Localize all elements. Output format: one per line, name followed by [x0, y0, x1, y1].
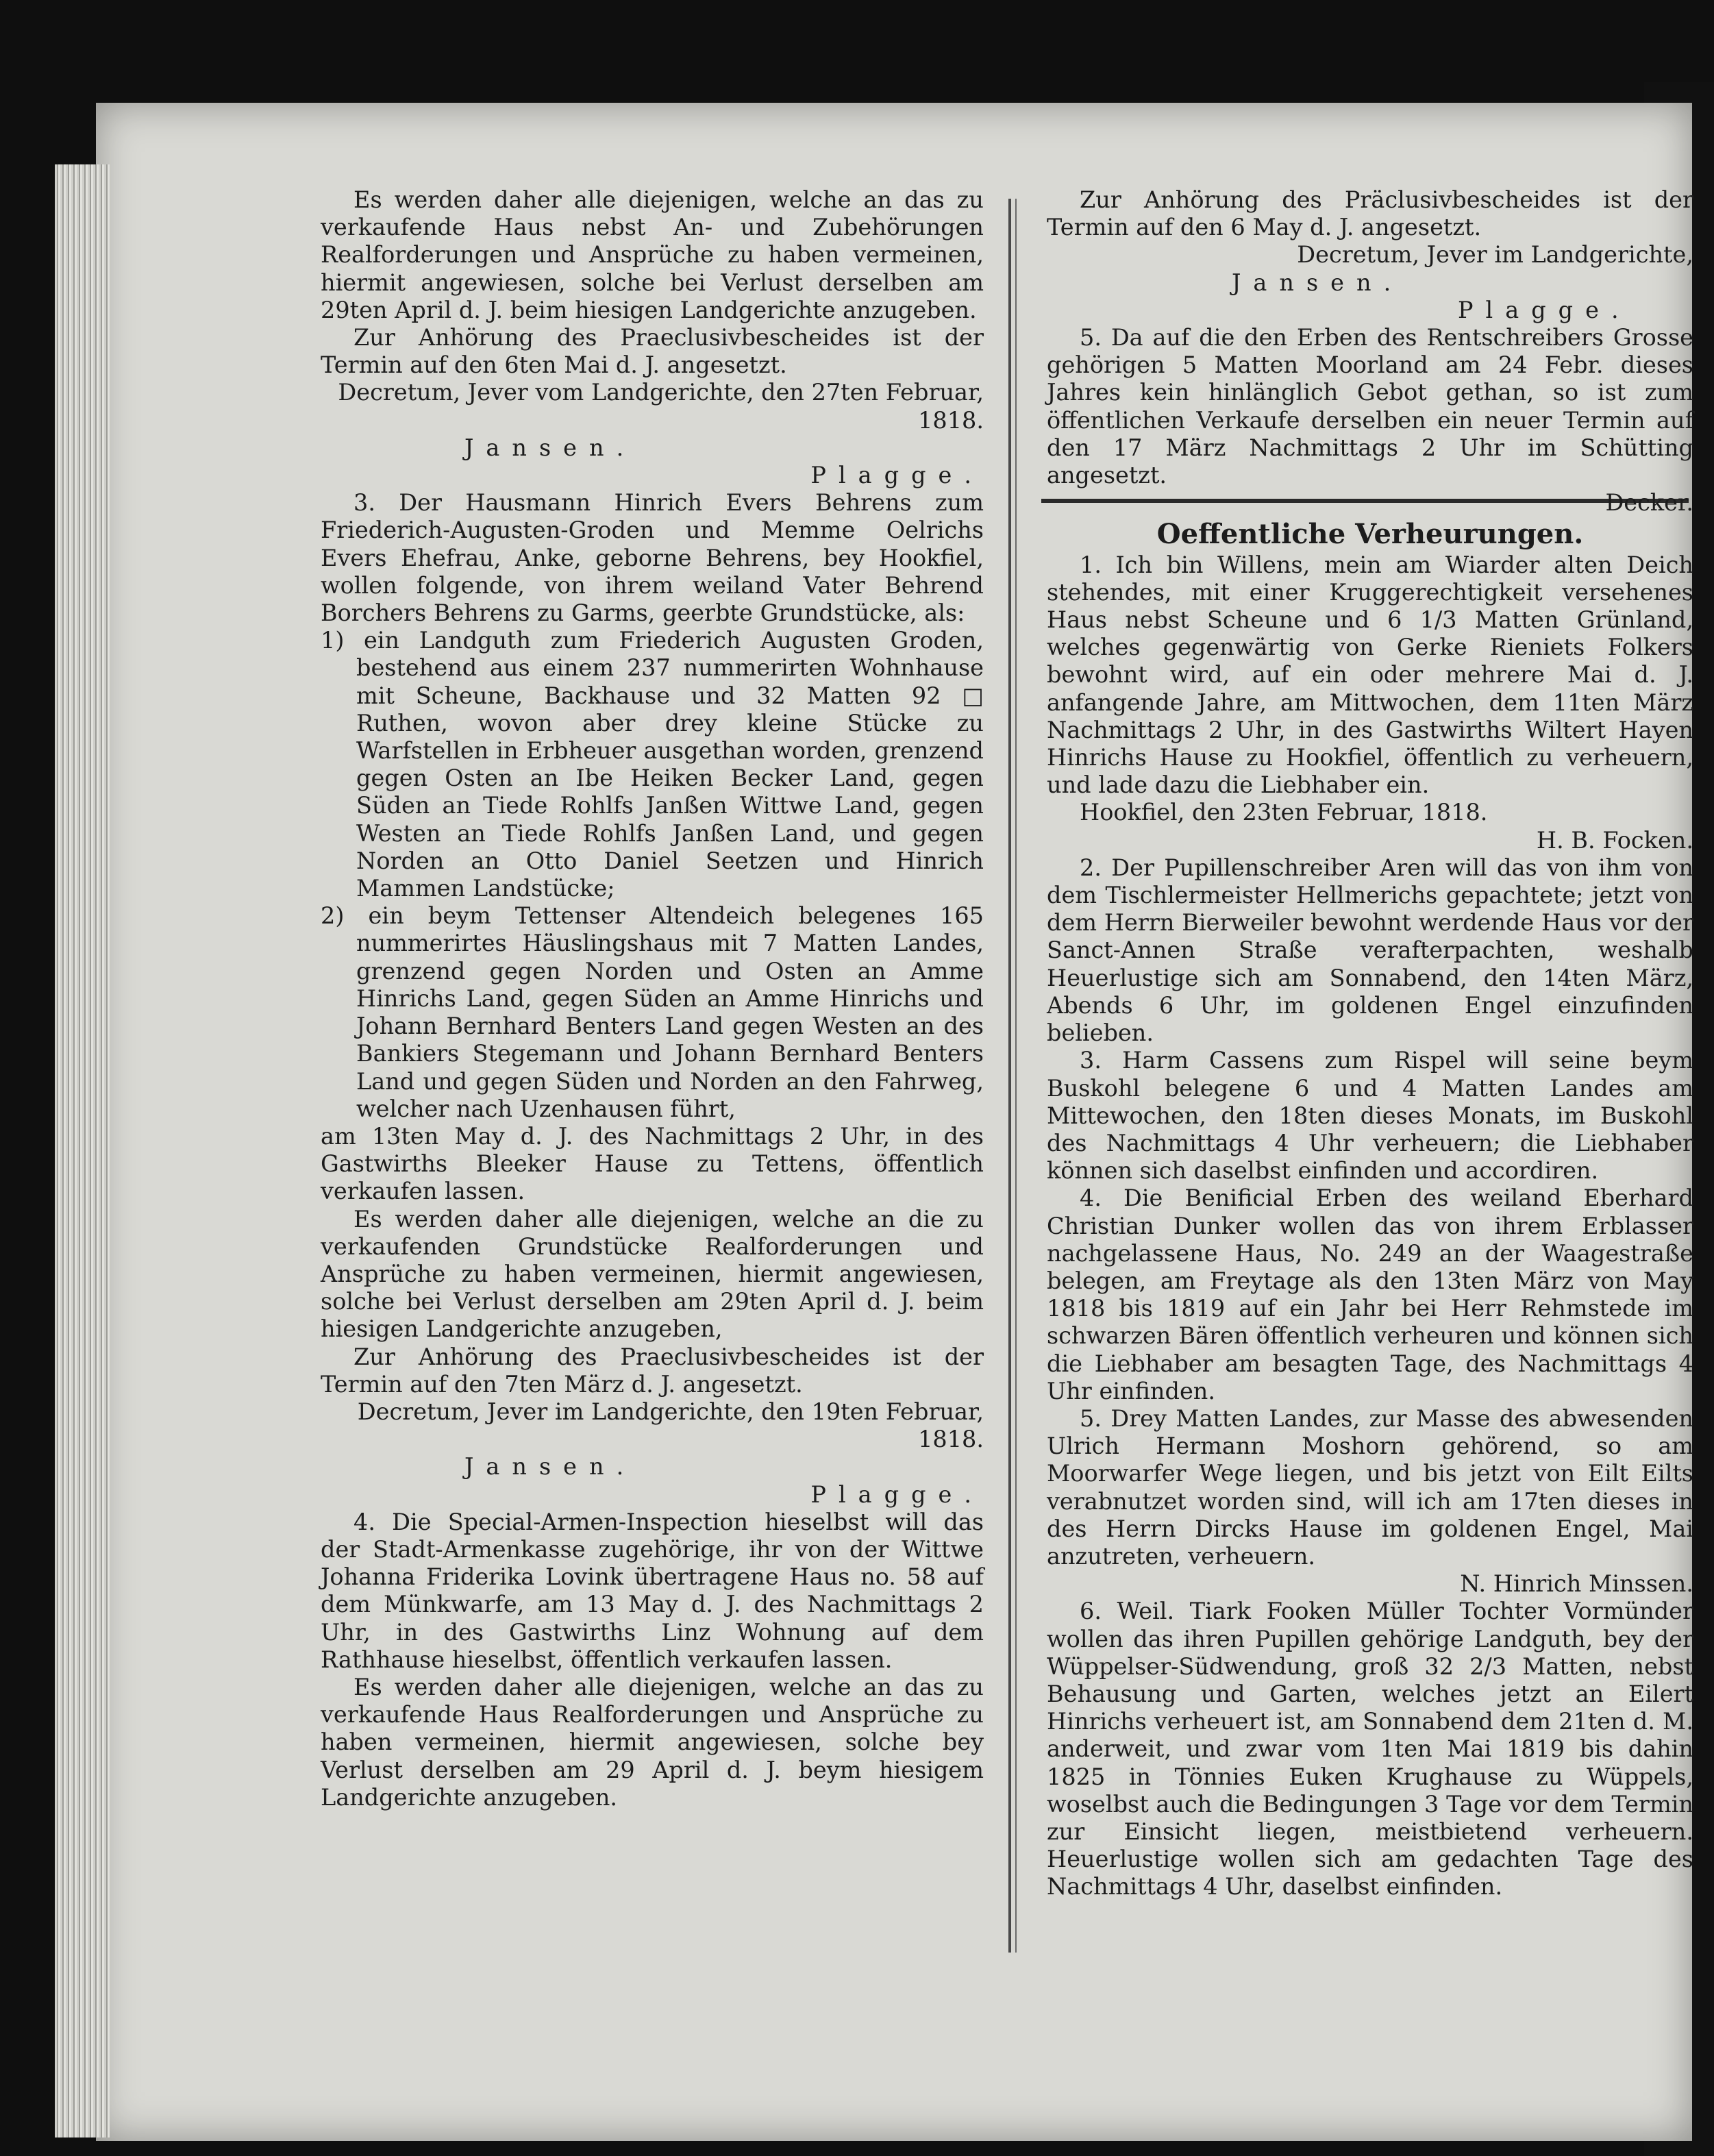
place-date-line: Hookfiel, den 23ten Februar, 1818.	[1080, 799, 1488, 826]
signature-decker: Decker.	[1605, 489, 1693, 517]
signature-jansen: Jansen.	[464, 1453, 636, 1480]
paragraph: 4. Die Benificial Erben des weiland Eberhard Christian Dunker wollen das von ihrem Erblasser nachgelassene Haus, No. 249 an der Waagestraße belegen, am Freytage als den 13ten März von May 1818 bis 1819 auf ein Jahr bei Herr Rehmstede im schwarzen Bären öffentlich verheuren und können sich die Liebhaber am besagten Tage, des Nachmittags 4 Uhr einfinden.	[1047, 1185, 1693, 1404]
left-column	[321, 186, 984, 1811]
decree-line: Decretum, Jever im Landgerichte, den 19ten Februar, 1818.	[357, 1398, 984, 1453]
paragraph: Zur Anhörung des Praeclusivbescheides ist der Termin auf den 7ten März d. J. angesetzt.	[321, 1343, 984, 1398]
list-item: 1) ein Landguth zum Friederich Augusten Groden, bestehend aus einem 237 nummerirten Wohnhause mit Scheune, Backhause und 32 Matten 92 □ Ruthen, wovon aber drey kleine Stücke zu Warfstellen in Erbheuer ausgethan worden, grenzend gegen Osten an Ibe Heiken Becker Land, gegen Süden an Tiede Rohlfs Janßen Wittwe Land, gegen Westen an Tiede Rohlfs Janßen Land, und gegen Norden an Otto Daniel Seetzen und Hinrich Mammen Landstücke;	[321, 627, 984, 902]
paragraph: 1. Ich bin Willens, mein am Wiarder alten Deich stehendes, mit einer Kruggerechtigkeit versehenes Haus nebst Scheune und 6 1/3 Matten Grünland, welches gegenwärtig von Gerke Rieniets Folkers bewohnt wird, auf ein oder mehrere Mai d. J. anfangende Jahre, am Mittwochen, dem 11ten März Nachmittags 2 Uhr, in des Gastwirths Wiltert Hayen Hinrichs Hause zu Hookfiel, öffentlich zu verheuern, und lade dazu die Liebhaber ein.	[1047, 551, 1693, 799]
signature-jansen: Jansen.	[464, 434, 636, 461]
list-item: 2) ein beym Tettenser Altendeich belegenes 165 nummerirtes Häuslingshaus mit 7 Matten Landes, grenzend gegen Norden und Osten an Amme Hinrichs Land, gegen Süden an Amme Hinrichs und Johann Bernhard Benters Land gegen Westen an des Bankiers Stegemann und Johann Bernhard Benters Land und gegen Süden und Norden an den Fahrweg, welcher nach Uzenhausen führt,	[321, 902, 984, 1122]
paragraph: Es werden daher alle diejenigen, welche an das zu verkaufende Haus Realforderungen und Ansprüche zu haben vermeinen, hiermit angewiesen, solche bey Verlust derselben am 29 April d. J. beym hiesigem Landgerichte anzugeben.	[321, 1673, 984, 1811]
paragraph: 5. Da auf die den Erben des Rentschreibers Grosse gehörigen 5 Matten Moorland am 24 Febr. dieses Jahres kein hinlänglich Gebot gethan, so ist zum öffentlichen Verkaufe derselben ein neuer Termin auf den 17 März Nachmittags 2 Uhr im Schütting angesetzt.	[1047, 324, 1693, 489]
signature-plagge: Plagge.	[1458, 296, 1631, 323]
signature-jansen: Jansen.	[1232, 269, 1404, 296]
signature-plagge: Plagge.	[810, 462, 984, 489]
paragraph: 3. Harm Cassens zum Rispel will seine beym Buskohl belegene 6 und 4 Matten Landes am Mittewochen, den 18ten dieses Monats, im Buskohl des Nachmittags 4 Uhr verheuern; die Liebhaber können sich daselbst einfinden und accordiren.	[1047, 1047, 1693, 1185]
signature-minssen: N. Hinrich Minssen.	[1460, 1570, 1693, 1598]
paragraph: 6. Weil. Tiark Fooken Müller Tochter Vormünder wollen das ihren Pupillen gehörige Landguth, bey der Wüppelser-Südwendung, groß 32 2/3 Matten, nebst Behausung und Garten, welches jetzt an Eilert Hinrichs verheuert ist, am Sonnabend dem 21ten d. M. anderweit, und zwar vom 1ten Mai 1819 bis dahin 1825 in Tönnies Euken Krughause zu Wüppels, woselbst auch die Bedingungen 3 Tage vor dem Termin zur Einsicht liegen, meistbietend verheuern. Heuerlustige wollen sich am gedachten Tage des Nachmittags 4 Uhr, daselbst einfinden.	[1047, 1598, 1693, 1900]
section-heading: Oeffentliche Verheurungen.	[1156, 518, 1584, 551]
paragraph: Zur Anhörung des Präclusivbescheides ist der Termin auf den 6 May d. J. angesetzt.	[1047, 186, 1693, 241]
right-column	[1047, 186, 1693, 1901]
column-divider	[1008, 199, 1011, 1953]
paragraph: am 13ten May d. J. des Nachmittags 2 Uhr, in des Gastwirths Bleeker Hause zu Tettens, öffentlich verkaufen lassen.	[321, 1122, 984, 1205]
paragraph: Es werden daher alle diejenigen, welche an das zu verkaufende Haus nebst An- und Zubehörungen Realforderungen und Ansprüche zu haben vermeinen, hiermit angewiesen, solche bei Verlust derselben am 29ten April d. J. beim hiesigen Landgerichte anzugeben.	[321, 186, 984, 323]
column-divider-thin	[1015, 199, 1017, 1953]
signature-plagge: Plagge.	[810, 1480, 984, 1508]
paragraph: Es werden daher alle diejenigen, welche an die zu verkaufenden Grundstücke Realforderungen und Ansprüche zu haben vermeinen, hiermit angewiesen, solche bei Verlust derselben am 29ten April d. J. beim hiesigen Landgerichte anzugeben,	[321, 1205, 984, 1343]
paragraph: 4. Die Special-Armen-Inspection hieselbst will das der Stadt-Armenkasse zugehörige, ihr von der Wittwe Johanna Friderika Lovink übertragene Haus no. 58 auf dem Münkwarfe, am 13 May d. J. des Nachmittags 2 Uhr, in des Gastwirths Linz Wohnung auf dem Rathhause hieselbst, öffentlich verkaufen lassen.	[321, 1508, 984, 1673]
paragraph: 5. Drey Matten Landes, zur Masse des abwesenden Ulrich Hermann Moshorn gehörend, so am Moorwarfer Wege liegen, und bis jetzt von Eilt Eilts verabnutzet worden sind, will ich am 17ten dieses in des Herrn Dircks Hause im goldenen Engel, Mai anzutreten, verheuern.	[1047, 1404, 1693, 1570]
page-stack-edge	[55, 164, 110, 2138]
decree-line: Decretum, Jever vom Landgerichte, den 27ten Februar, 1818.	[338, 379, 984, 434]
paragraph: Zur Anhörung des Praeclusivbescheides ist der Termin auf den 6ten Mai d. J. angesetzt.	[321, 324, 984, 379]
paragraph: 2. Der Pupillenschreiber Aren will das von ihm von dem Tischlermeister Hellmerichs gepachtete; jetzt von dem Herrn Bierweiler bewohnt werdende Haus vor der Sanct-Annen Straße verafterpachten, weshalb Heuerlustige sich am Sonnabend, den 14ten März, Abends 6 Uhr, im goldenen Engel einzufinden belieben.	[1047, 854, 1693, 1047]
decree-line: Decretum, Jever im Landgerichte,	[1297, 241, 1693, 269]
paragraph: 3. Der Hausmann Hinrich Evers Behrens zum Friederich-Augusten-Groden und Memme Oelrichs Evers Ehefrau, Anke, geborne Behrens, bey Hookfiel, wollen folgende, von ihrem weiland Vater Behrend Borchers Behrens zu Garms, geerbte Grundstücke, als:	[321, 489, 984, 627]
signature-focken: H. B. Focken.	[1536, 826, 1693, 854]
